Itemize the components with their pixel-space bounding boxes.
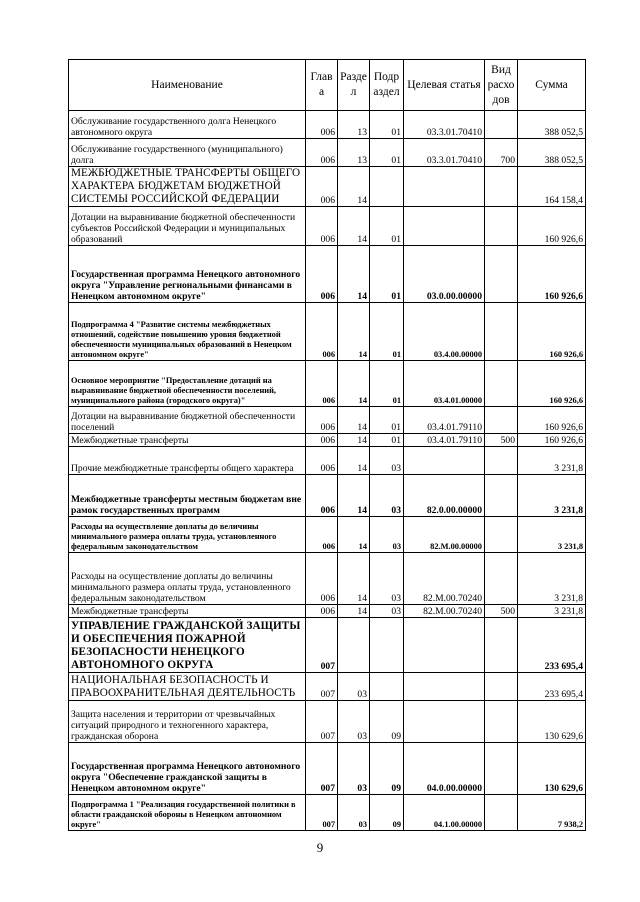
row-vid: [485, 167, 518, 207]
row-podrazdel: 09: [370, 743, 404, 795]
row-razdel: [338, 618, 370, 673]
row-sum: 130 629,6: [518, 701, 586, 743]
row-razdel: 14: [338, 517, 370, 553]
header-sum: Сумма: [518, 60, 586, 111]
row-vid: [485, 361, 518, 407]
row-glava: 006: [306, 111, 338, 139]
row-sum: 388 052,5: [518, 139, 586, 167]
row-sum: 160 926,6: [518, 207, 586, 246]
row-razdel: 14: [338, 361, 370, 407]
row-razdel: 14: [338, 605, 370, 618]
row-name: Подпрограмма 1 "Реализация государственной политики в области гражданской обороны в Ненецком автономном округе": [69, 795, 306, 831]
row-razdel: 03: [338, 673, 370, 701]
table-row: [69, 795, 586, 831]
header-podrazdel: Подр аздел: [370, 60, 404, 111]
row-sum: 233 695,4: [518, 618, 586, 673]
row-name: Межбюджетные трансферты: [69, 434, 306, 447]
row-sum: 233 695,4: [518, 673, 586, 701]
row-podrazdel: 01: [370, 303, 404, 361]
row-glava: 007: [306, 673, 338, 701]
row-podrazdel: 01: [370, 407, 404, 434]
row-target: 03.0.00.00000: [404, 246, 485, 303]
row-glava: 006: [306, 447, 338, 475]
row-name: Дотации на выравнивание бюджетной обеспеченности поселений: [69, 407, 306, 434]
row-vid: [485, 795, 518, 831]
row-glava: 006: [306, 605, 338, 618]
row-target: [404, 618, 485, 673]
row-podrazdel: [370, 618, 404, 673]
row-target: 03.4.01.79110: [404, 407, 485, 434]
row-name: НАЦИОНАЛЬНАЯ БЕЗОПАСНОСТЬ И ПРАВООХРАНИТЕЛЬНАЯ ДЕЯТЕЛЬНОСТЬ: [69, 673, 306, 701]
row-podrazdel: 01: [370, 246, 404, 303]
header-vid: Вид расхо дов: [485, 60, 518, 111]
row-vid: 500: [485, 605, 518, 618]
row-name: Межбюджетные трансферты: [69, 605, 306, 618]
table-row: [69, 111, 586, 139]
row-name: Дотации на выравнивание бюджетной обеспеченности субъектов Российской Федерации и муниципальных образований: [69, 207, 306, 246]
row-razdel: 14: [338, 303, 370, 361]
row-razdel: 03: [338, 795, 370, 831]
row-target: 03.3.01.70410: [404, 139, 485, 167]
row-sum: 160 926,6: [518, 407, 586, 434]
row-glava: 006: [306, 303, 338, 361]
row-glava: 006: [306, 167, 338, 207]
row-name: МЕЖБЮДЖЕТНЫЕ ТРАНСФЕРТЫ ОБЩЕГО ХАРАКТЕРА БЮДЖЕТАМ БЮДЖЕТНОЙ СИСТЕМЫ РОССИЙСКОЙ ФЕДЕРАЦИИ: [69, 167, 306, 207]
row-glava: 007: [306, 701, 338, 743]
row-sum: 388 052,5: [518, 111, 586, 139]
row-target: 82.М.00.00000: [404, 517, 485, 553]
row-glava: 007: [306, 618, 338, 673]
row-razdel: 03: [338, 743, 370, 795]
table-row: [69, 407, 586, 434]
row-name: Расходы на осуществление доплаты до величины минимального размера оплаты труда, установленного федеральным законодательством: [69, 553, 306, 605]
table-row: [69, 475, 586, 517]
row-sum: 130 629,6: [518, 743, 586, 795]
header-glava: Глав а: [306, 60, 338, 111]
row-name: Государственная программа Ненецкого автономного округа "Управление региональными финансами в Ненецком автономном округе": [69, 246, 306, 303]
row-podrazdel: 03: [370, 475, 404, 517]
row-target: 03.4.00.00000: [404, 303, 485, 361]
row-podrazdel: [370, 167, 404, 207]
row-podrazdel: 03: [370, 447, 404, 475]
table-row: [69, 303, 586, 361]
row-vid: [485, 303, 518, 361]
row-sum: 7 938,2: [518, 795, 586, 831]
row-podrazdel: 09: [370, 701, 404, 743]
row-podrazdel: [370, 673, 404, 701]
row-razdel: 13: [338, 139, 370, 167]
row-glava: 006: [306, 139, 338, 167]
row-sum: 3 231,8: [518, 605, 586, 618]
row-sum: 160 926,6: [518, 361, 586, 407]
row-vid: [485, 517, 518, 553]
row-target: 82.М.00.70240: [404, 605, 485, 618]
row-glava: 006: [306, 361, 338, 407]
table-row: [69, 447, 586, 475]
table-row: [69, 553, 586, 605]
row-target: [404, 207, 485, 246]
row-sum: 3 231,8: [518, 475, 586, 517]
row-name: Прочие межбюджетные трансферты общего характера: [69, 447, 306, 475]
table-header-row: [69, 60, 586, 111]
table-row: [69, 434, 586, 447]
row-name: Защита населения и территории от чрезвычайных ситуаций природного и техногенного характера, гражданская оборона: [69, 701, 306, 743]
row-name: Расходы на осуществление доплаты до величины минимального размера оплаты труда, установленного федеральным законодательством: [69, 517, 306, 553]
page-number: 9: [316, 840, 324, 855]
table-row: [69, 167, 586, 207]
row-glava: 006: [306, 246, 338, 303]
row-vid: [485, 553, 518, 605]
row-vid: [485, 447, 518, 475]
row-target: [404, 701, 485, 743]
row-razdel: 14: [338, 434, 370, 447]
row-podrazdel: 03: [370, 605, 404, 618]
table-row: [69, 361, 586, 407]
row-sum: 3 231,8: [518, 553, 586, 605]
row-podrazdel: 01: [370, 361, 404, 407]
row-podrazdel: 01: [370, 139, 404, 167]
row-target: 04.1.00.00000: [404, 795, 485, 831]
table-row: [69, 673, 586, 701]
table-row: [69, 246, 586, 303]
table-row: [69, 618, 586, 673]
row-target: [404, 167, 485, 207]
row-name: Основное мероприятие "Предоставление дотаций на выравнивание бюджетной обеспеченности поселений, муниципального района (городского округа)": [69, 361, 306, 407]
row-name: Межбюджетные трансферты местным бюджетам вне рамок государственных программ: [69, 475, 306, 517]
table-row: [69, 207, 586, 246]
row-vid: 700: [485, 139, 518, 167]
row-razdel: 14: [338, 407, 370, 434]
row-target: 82.0.00.00000: [404, 475, 485, 517]
row-podrazdel: 09: [370, 795, 404, 831]
row-vid: [485, 207, 518, 246]
row-target: [404, 673, 485, 701]
header-target: Целевая статья: [404, 60, 485, 111]
header-name: Наименование: [69, 60, 306, 111]
row-glava: 007: [306, 795, 338, 831]
row-vid: [485, 743, 518, 795]
table-row: [69, 605, 586, 618]
row-glava: 006: [306, 517, 338, 553]
table-row: [69, 517, 586, 553]
row-sum: 160 926,6: [518, 303, 586, 361]
row-podrazdel: 03: [370, 517, 404, 553]
row-glava: 006: [306, 407, 338, 434]
row-glava: 006: [306, 553, 338, 605]
table-row: [69, 139, 586, 167]
budget-table: [68, 59, 586, 831]
row-sum: 160 926,6: [518, 246, 586, 303]
row-vid: [485, 407, 518, 434]
row-glava: 006: [306, 434, 338, 447]
row-vid: 500: [485, 434, 518, 447]
row-name: Подпрограмма 4 "Развитие системы межбюджетных отношений, содействие повышению уровня бюджетной обеспеченности муниципальных образований в Ненецком автономном округе": [69, 303, 306, 361]
row-sum: 160 926,6: [518, 434, 586, 447]
table-row: [69, 701, 586, 743]
row-target: 04.0.00.00000: [404, 743, 485, 795]
row-name: Обслуживание государственного (муниципального) долга: [69, 139, 306, 167]
row-sum: 164 158,4: [518, 167, 586, 207]
row-vid: [485, 673, 518, 701]
row-razdel: 14: [338, 475, 370, 517]
row-razdel: 14: [338, 447, 370, 475]
row-target: 03.4.01.79110: [404, 434, 485, 447]
row-podrazdel: 01: [370, 434, 404, 447]
row-razdel: 14: [338, 167, 370, 207]
row-vid: [485, 246, 518, 303]
row-glava: 007: [306, 743, 338, 795]
row-sum: 3 231,8: [518, 517, 586, 553]
row-target: 82.М.00.70240: [404, 553, 485, 605]
row-vid: [485, 475, 518, 517]
header-razdel: Разде л: [338, 60, 370, 111]
row-razdel: 13: [338, 111, 370, 139]
row-target: 03.3.01.70410: [404, 111, 485, 139]
row-razdel: 14: [338, 207, 370, 246]
row-podrazdel: 01: [370, 111, 404, 139]
row-vid: [485, 111, 518, 139]
table-row: [69, 743, 586, 795]
row-target: [404, 447, 485, 475]
row-name: Государственная программа Ненецкого автономного округа "Обеспечение гражданской защиты в Ненецком автономном округе": [69, 743, 306, 795]
row-sum: 3 231,8: [518, 447, 586, 475]
row-podrazdel: 03: [370, 553, 404, 605]
row-glava: 006: [306, 475, 338, 517]
row-razdel: 14: [338, 246, 370, 303]
row-podrazdel: 01: [370, 207, 404, 246]
row-glava: 006: [306, 207, 338, 246]
row-vid: [485, 701, 518, 743]
row-razdel: 14: [338, 553, 370, 605]
row-name: Обслуживание государственного долга Ненецкого автономного округа: [69, 111, 306, 139]
row-name: УПРАВЛЕНИЕ ГРАЖДАНСКОЙ ЗАЩИТЫ И ОБЕСПЕЧЕНИЯ ПОЖАРНОЙ БЕЗОПАСНОСТИ НЕНЕЦКОГО АВТОНОМНОГО ОКРУГА: [69, 618, 306, 673]
row-razdel: 03: [338, 701, 370, 743]
row-vid: [485, 618, 518, 673]
row-target: 03.4.01.00000: [404, 361, 485, 407]
